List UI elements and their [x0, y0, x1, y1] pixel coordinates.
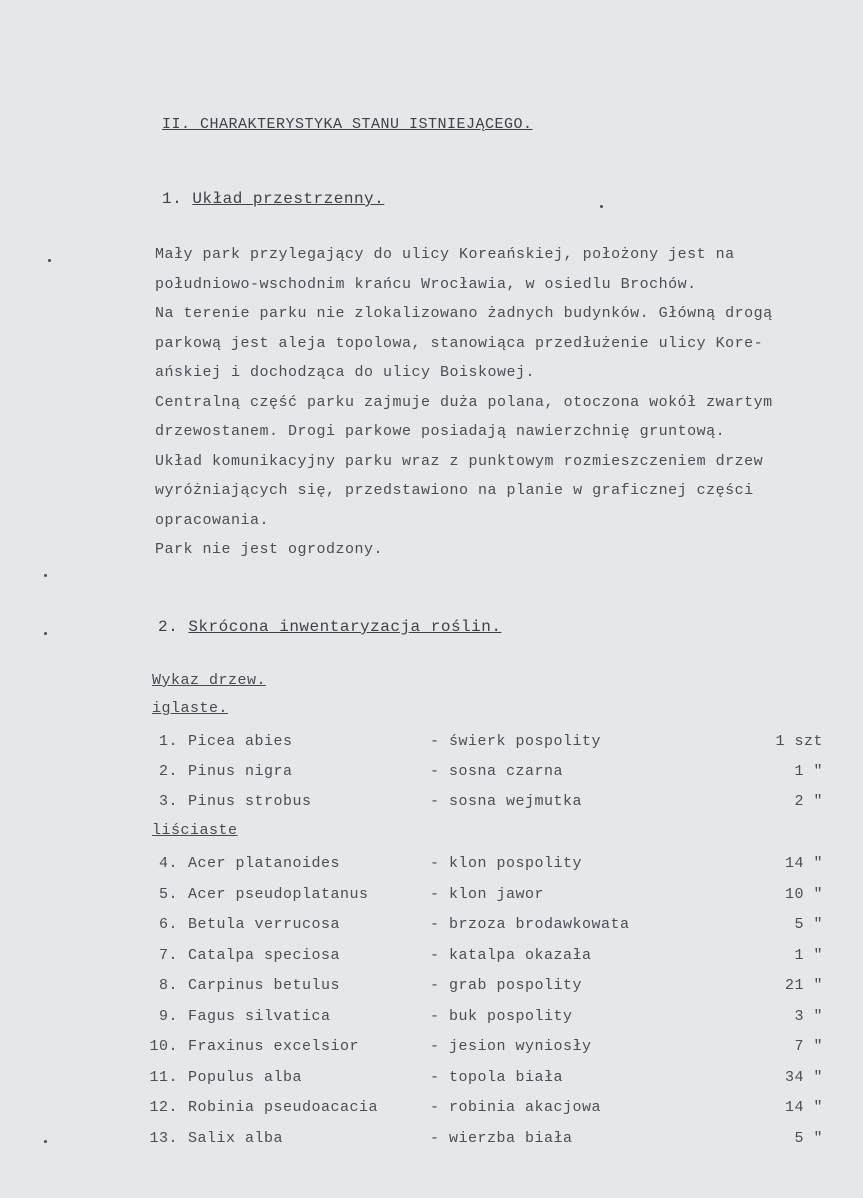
- margin-mark: [48, 259, 51, 262]
- section-1-number: 1.: [162, 190, 183, 208]
- section-2-label: Skrócona inwentaryzacja roślin.: [188, 618, 502, 636]
- tree-polish-name: - sosna wejmutka: [430, 793, 583, 810]
- margin-mark: [44, 574, 47, 577]
- tree-row: [0, 763, 863, 787]
- tree-row: [0, 1069, 863, 1093]
- tree-row: [0, 793, 863, 817]
- tree-polish-name: - sosna czarna: [430, 763, 564, 780]
- tree-number: 9.: [158, 1007, 178, 1025]
- tree-quantity: 14 ": [784, 855, 823, 872]
- paragraph-line: Mały park przylegający do ulicy Koreańskiej, położony jest na: [155, 246, 735, 263]
- tree-latin-name: Picea abies: [188, 733, 293, 750]
- tree-polish-name: - klon jawor: [430, 885, 545, 903]
- chapter-heading: II. CHARAKTERYSTYKA STANU ISTNIEJĄCEGO.: [162, 116, 533, 133]
- tree-number: 11.: [149, 1068, 178, 1086]
- tree-polish-name: - wierzba biała: [430, 1129, 573, 1147]
- tree-latin-name: Acer pseudoplatanus: [188, 885, 369, 903]
- paragraph-line: opracowania.: [155, 511, 270, 529]
- tree-quantity: 21 ": [784, 977, 823, 994]
- tree-polish-name: - klon pospolity: [430, 855, 583, 872]
- tree-polish-name: - robinia akacjowa: [430, 1099, 602, 1116]
- tree-number: 8.: [158, 977, 178, 994]
- tree-polish-name: - grab pospolity: [430, 977, 583, 994]
- tree-quantity: 3 ": [794, 1007, 823, 1025]
- tree-polish-name: - brzoza brodawkowata: [430, 916, 630, 933]
- tree-latin-name: Populus alba: [188, 1068, 303, 1086]
- tree-row: [0, 947, 863, 971]
- tree-number: 4.: [158, 855, 178, 872]
- tree-quantity: 5 ": [794, 916, 823, 933]
- tree-row: [0, 1099, 863, 1123]
- paragraph-line: Układ komunikacyjny parku wraz z punktowym rozmieszczeniem drzew: [155, 452, 764, 470]
- tree-latin-name: Fraxinus excelsior: [188, 1038, 360, 1055]
- paragraph-line: wyróżniających się, przedstawiono na planie w graficznej części: [155, 482, 754, 499]
- tree-row: [0, 977, 863, 1001]
- conifers-group-label: iglaste.: [152, 700, 229, 717]
- tree-number: 7.: [158, 946, 178, 964]
- paragraph-line: drzewostanem. Drogi parkowe posiadają nawierzchnię gruntową.: [155, 423, 726, 440]
- tree-row: [0, 855, 863, 879]
- tree-quantity: 14 ": [784, 1099, 823, 1116]
- tree-number: 12.: [149, 1099, 178, 1116]
- tree-polish-name: - buk pospolity: [430, 1007, 573, 1025]
- tree-row: [0, 1008, 863, 1032]
- paragraph-line: Centralną część parku zajmuje duża polana, otoczona wokół zwartym: [155, 393, 773, 411]
- tree-quantity: 7 ": [794, 1038, 823, 1055]
- tree-number: 6.: [158, 916, 178, 933]
- deciduous-group-label: liściaste: [152, 822, 238, 839]
- tree-list-title: Wykaz drzew.: [152, 672, 267, 689]
- tree-latin-name: Acer platanoides: [188, 855, 341, 872]
- tree-row: [0, 1038, 863, 1062]
- tree-latin-name: Catalpa speciosa: [188, 946, 341, 964]
- tree-latin-name: Salix alba: [188, 1129, 284, 1147]
- tree-latin-name: Betula verrucosa: [188, 916, 341, 933]
- tree-quantity: 34 ": [784, 1068, 823, 1086]
- description-paragraph: [155, 240, 845, 565]
- tree-row: [0, 916, 863, 940]
- tree-number: 5.: [158, 885, 178, 903]
- tree-row: [0, 886, 863, 910]
- tree-row: [0, 733, 863, 757]
- tree-number: 10.: [149, 1038, 178, 1055]
- tree-quantity: 10 ": [784, 885, 823, 903]
- margin-mark: [44, 1140, 47, 1143]
- tree-polish-name: - topola biała: [430, 1068, 564, 1086]
- margin-mark: [44, 632, 47, 635]
- section-1-label: Układ przestrzenny.: [192, 190, 385, 208]
- tree-latin-name: Robinia pseudoacacia: [188, 1099, 379, 1116]
- tree-number: 2.: [158, 763, 178, 780]
- tree-latin-name: Carpinus betulus: [188, 977, 341, 994]
- paragraph-line: południowo-wschodnim krańcu Wrocławia, w osiedlu Brochów.: [155, 275, 697, 293]
- tree-number: 13.: [149, 1129, 178, 1147]
- tree-latin-name: Fagus silvatica: [188, 1007, 331, 1025]
- tree-row: [0, 1130, 863, 1154]
- paragraph-line: ańskiej i dochodząca do ulicy Boiskowej.: [155, 364, 536, 381]
- tree-quantity: 5 ": [794, 1129, 823, 1147]
- tree-number: 3.: [158, 793, 178, 810]
- paragraph-line: Park nie jest ogrodzony.: [155, 541, 384, 558]
- tree-quantity: 1 szt: [775, 733, 823, 750]
- tree-polish-name: - katalpa okazała: [430, 946, 592, 964]
- tree-quantity: 1 ": [794, 763, 823, 780]
- tree-latin-name: Pinus strobus: [188, 793, 312, 810]
- tree-number: 1.: [158, 733, 178, 750]
- tree-quantity: 2 ": [794, 793, 823, 810]
- tree-latin-name: Pinus nigra: [188, 763, 293, 780]
- section-1-title: [162, 190, 384, 208]
- tree-polish-name: - świerk pospolity: [430, 733, 602, 750]
- section-2-number: 2.: [158, 618, 179, 636]
- margin-mark: [600, 205, 603, 208]
- paragraph-line: parkową jest aleja topolowa, stanowiąca przedłużenie ulicy Kore-: [155, 334, 764, 352]
- section-2-title: [158, 618, 501, 636]
- paragraph-line: Na terenie parku nie zlokalizowano żadnych budynków. Główną drogą: [155, 305, 773, 322]
- tree-polish-name: - jesion wyniosły: [430, 1038, 592, 1055]
- tree-quantity: 1 ": [794, 946, 823, 964]
